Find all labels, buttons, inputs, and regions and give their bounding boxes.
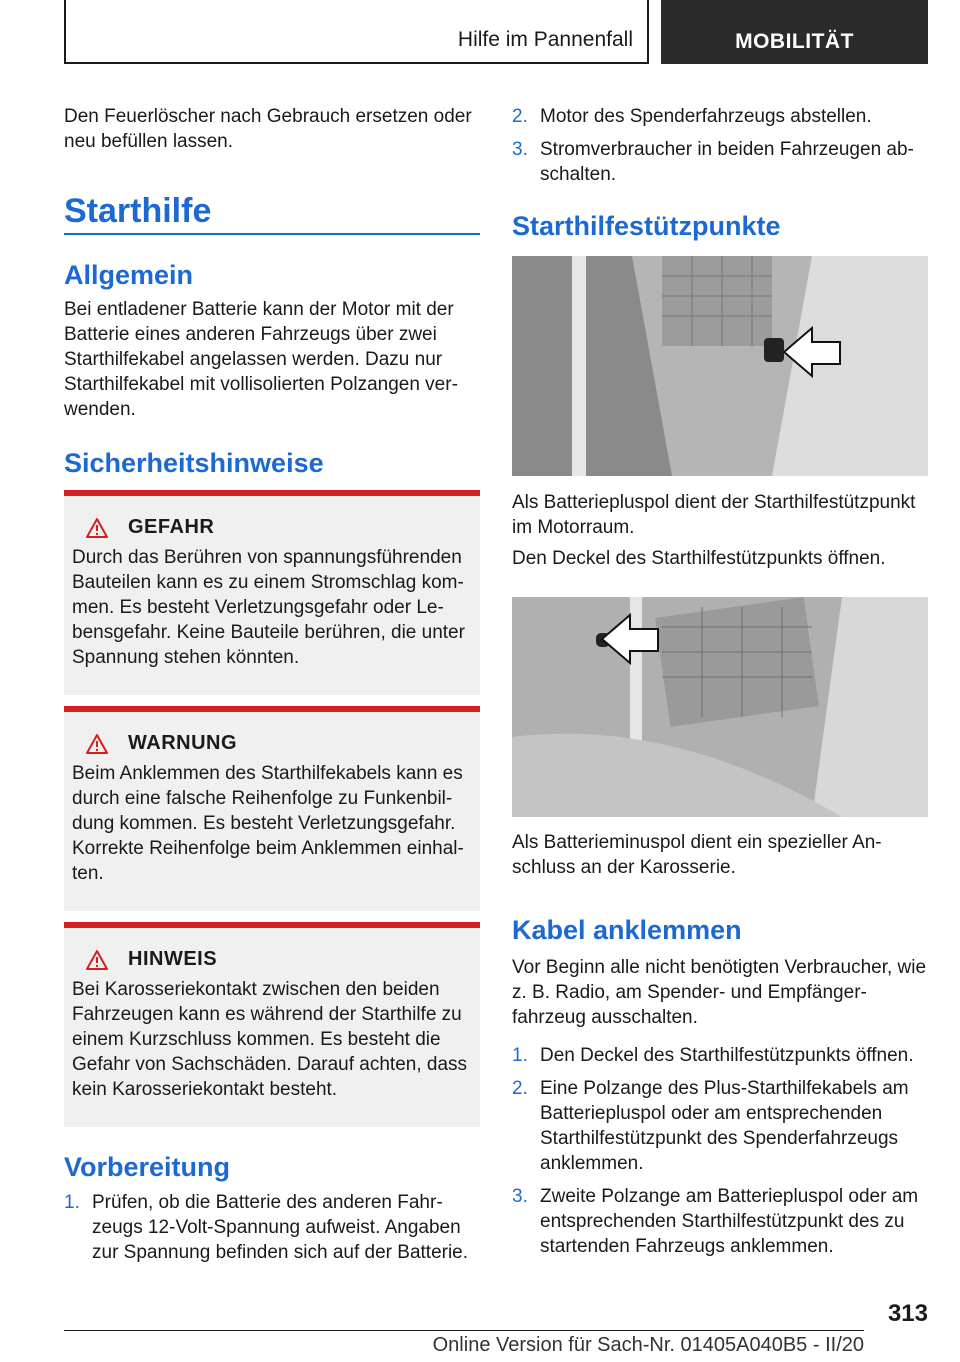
list-item (64, 1190, 480, 1265)
caption-minus-pole: Als Batterieminuspol dient ein spezieller An‐schluss an der Karosserie. (512, 832, 882, 878)
warning-triangle-icon (86, 518, 108, 538)
cable-heading: Kabel anklemmen (512, 915, 742, 945)
list-item (512, 1076, 928, 1176)
engine-bay-photo-minus (512, 597, 928, 817)
step-text: Zweite Polzange am Batteriepluspol oder am entsprechenden Starthilfestützpunkt des zu startenden Fahrzeugs anklemmen. (540, 1186, 919, 1257)
section-title: Starthilfe (64, 192, 212, 230)
steps-top (512, 104, 928, 195)
warning-box (64, 706, 480, 911)
warning-triangle-icon (86, 950, 108, 970)
step-number: 3. (512, 139, 528, 160)
danger-box (64, 490, 480, 695)
prep-steps (64, 1190, 480, 1273)
warning-label: WARNUNG (128, 732, 238, 754)
step-text: Stromverbraucher in beiden Fahrzeugen ab‐schalten. (540, 139, 914, 185)
notice-label: HINWEIS (128, 948, 218, 970)
page-number: 313 (887, 1300, 928, 1327)
notice-title (86, 948, 472, 971)
engine-bay-photo-plus (512, 256, 928, 476)
danger-title (86, 516, 472, 539)
caption-plus-pole: Als Batteriepluspol dient der Starthilfestützpunkt im Motorraum. (512, 492, 916, 538)
footer-rule (64, 1330, 864, 1331)
notice-box (64, 922, 480, 1127)
section-rule (64, 233, 480, 235)
intro-text: Den Feuerlöscher nach Gebrauch ersetzen oder neu befüllen lassen. (64, 106, 472, 152)
step-number: 2. (512, 1078, 528, 1099)
step-number: 1. (512, 1045, 528, 1066)
step-text: Motor des Spenderfahrzeugs abstellen. (540, 106, 872, 127)
list-item (512, 137, 928, 187)
list-item (512, 1043, 928, 1068)
cable-steps (512, 1043, 928, 1267)
chapter-tab (64, 0, 649, 64)
step-number: 2. (512, 106, 528, 127)
notice-text: Bei Karosseriekontakt zwischen den beiden Fahrzeugen kann es während der Starthilfe zu einem Kurzschluss kommen. Es besteht die Gefahr von Sachschäden. Darauf achten, dass kein Karosseriekontakt besteht. (72, 979, 468, 1100)
danger-label: GEFAHR (128, 516, 215, 538)
step-text: Den Deckel des Starthilfestützpunkts öffnen. (540, 1045, 914, 1066)
step-number: 1. (64, 1192, 80, 1213)
list-item (512, 1184, 928, 1259)
danger-text: Durch das Berühren von spannungsführenden Bauteilen kann es zu einem Stromschlag kom‐men. Es besteht Verletzungsgefahr oder Le‐bensgefahr. Keine Bauteile berühren, die unter Spannung stehen könnten. (72, 547, 465, 668)
warning-text: Beim Anklemmen des Starthilfekabels kann es durch eine falsche Reihenfolge zu Funkenbil‐dung kommen. Es besteht Verletzungsgefahr. Korrekte Reihenfolge beim Anklemmen einhal‐ten. (72, 763, 464, 884)
step-text: Prüfen, ob die Batterie des anderen Fahr‐zeugs 12-Volt-Spannung aufweist. Angaben zur Spannung befinden sich auf der Batterie. (92, 1192, 469, 1263)
allgemein-heading: Allgemein (64, 260, 194, 290)
safety-heading: Sicherheitshinweise (64, 448, 324, 478)
engine-bay-illustration (512, 256, 928, 476)
chapter-label: Hilfe im Pannenfall (457, 28, 633, 51)
caption-open-cover: Den Deckel des Starthilfestützpunkts öffnen. (512, 548, 886, 569)
points-heading: Starthilfestützpunkte (512, 211, 781, 241)
cable-intro: Vor Beginn alle nicht benötigten Verbraucher, wie z. B. Radio, am Spender- und Empfänger‐fahrzeug ausschalten. (512, 957, 927, 1028)
warning-title (86, 732, 472, 755)
section-tab (661, 0, 928, 64)
list-item (512, 104, 928, 129)
engine-bay-illustration (512, 597, 928, 817)
page-header (64, 0, 928, 64)
footer-version: Online Version für Sach-Nr. 01405A040B5 - II/20 (432, 1334, 864, 1356)
step-text: Eine Polzange des Plus-Starthilfekabels am Batteriepluspol oder am entsprechenden Starthilfestützpunkt des Spenderfahrzeugs anklemmen. (540, 1078, 909, 1174)
prep-heading: Vorbereitung (64, 1152, 231, 1182)
section-label: MOBILITÄT (735, 30, 854, 53)
warning-triangle-icon (86, 734, 108, 754)
step-number: 3. (512, 1186, 528, 1207)
allgemein-text: Bei entladener Batterie kann der Motor mit der Batterie eines anderen Fahrzeugs über zwei Starthilfekabel angelassen werden. Dazu nur Starthilfekabel mit vollisolierten Polzangen ver‐wenden. (64, 299, 458, 420)
